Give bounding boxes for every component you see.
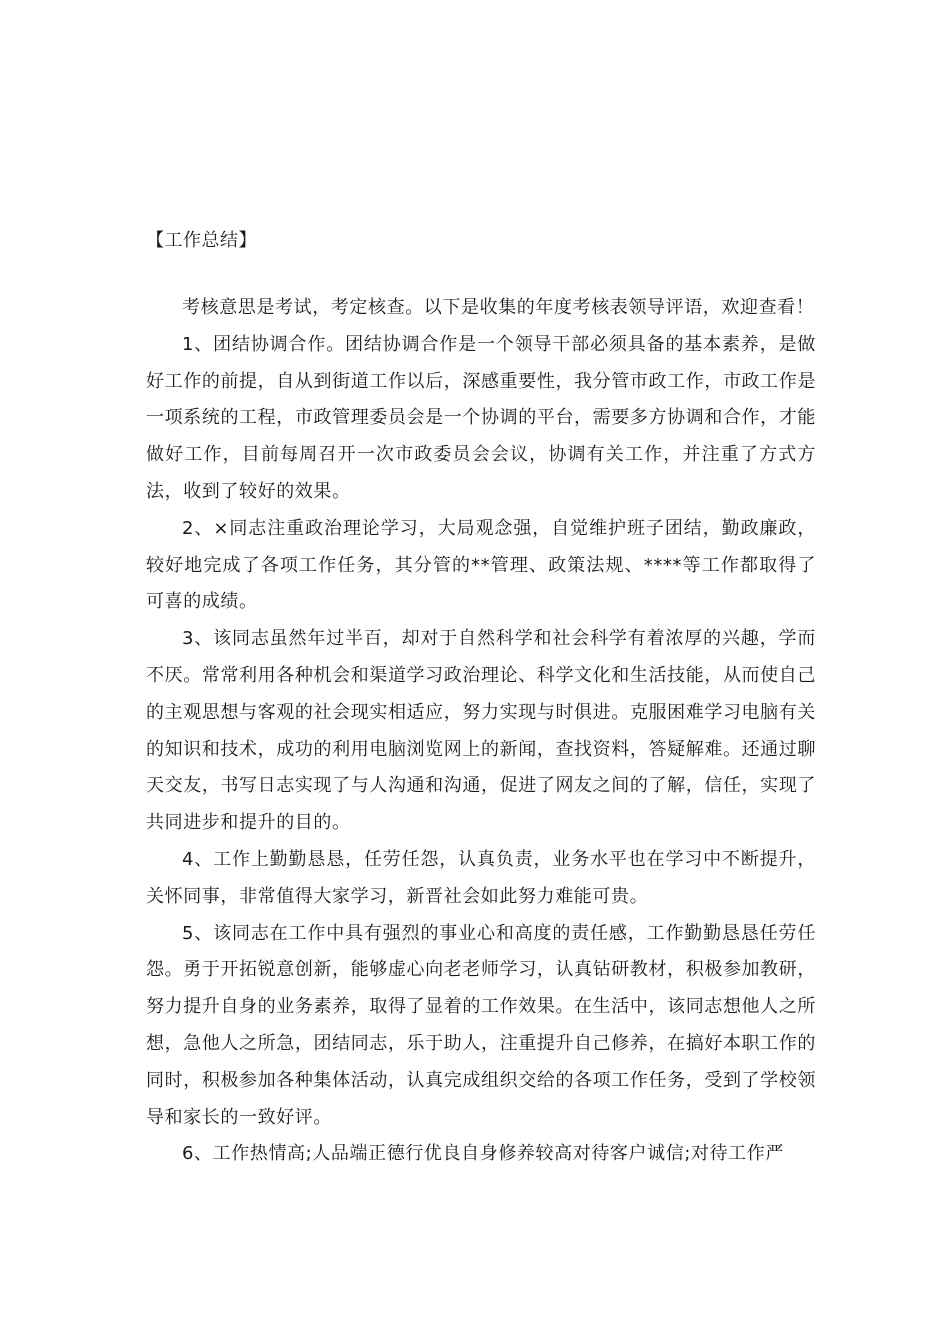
document-body [146, 290, 816, 1173]
document-heading: 【工作总结】 [146, 230, 257, 251]
comment-paragraph-1: 1、团结协调合作。团结协调合作是一个领导干部必须具备的基本素养，是做好工作的前提，自从到街道工作以后，深感重要性，我分管市政工作，市政工作是一项系统的工程，市政管理委员会是一个协调的平台，需要多方协调和合作，才能做好工作，目前每周召开一次市政委员会会议，协调有关工作，并注重了方式方法，收到了较好的效果。 [146, 333, 816, 502]
comment-paragraph-2: 2、×同志注重政治理论学习，大局观念强，自觉维护班子团结，勤政廉政，较好地完成了各项工作任务，其分管的**管理、政策法规、****等工作都取得了可喜的成绩。 [146, 517, 816, 613]
intro-paragraph: 考核意思是考试，考定核查。以下是收集的年度考核表领导评语，欢迎查看！ [182, 297, 815, 318]
comment-paragraph-6: 6、工作热情高;人品端正德行优良自身修养较高对待客户诚信;对待工作严 [182, 1143, 784, 1165]
comment-paragraph-3: 3、该同志虽然年过半百，却对于自然科学和社会科学有着浓厚的兴趣，学而不厌。常常利用各种机会和渠道学习政治理论、科学文化和生活技能，从而使自己的主观思想与客观的社会现实相适应，努力实现与时俱进。克服困难学习电脑有关的知识和技术，成功的利用电脑浏览网上的新闻，查找资料，答疑解难。还通过聊天交友，书写日志实现了与人沟通和沟通，促进了网友之间的了解，信任，实现了共同进步和提升的目的。 [146, 628, 816, 834]
comment-paragraph-4: 4、工作上勤勤恳恳，任劳任怨，认真负责，业务水平也在学习中不断提升，关怀同事，非常值得大家学习，新晋社会如此努力难能可贵。 [146, 848, 816, 907]
comment-paragraph-5: 5、该同志在工作中具有强烈的事业心和高度的责任感，工作勤勤恳恳任劳任怨。勇于开拓锐意创新，能够虚心向老老师学习，认真钻研教材，积极参加教研，努力提升自身的业务素养，取得了显着的工作效果。在生活中，该同志想他人之所想，急他人之所急，团结同志，乐于助人，注重提升自己修养，在搞好本职工作的同时，积极参加各种集体活动，认真完成组织交给的各项工作任务，受到了学校领导和家长的一致好评。 [146, 922, 816, 1128]
